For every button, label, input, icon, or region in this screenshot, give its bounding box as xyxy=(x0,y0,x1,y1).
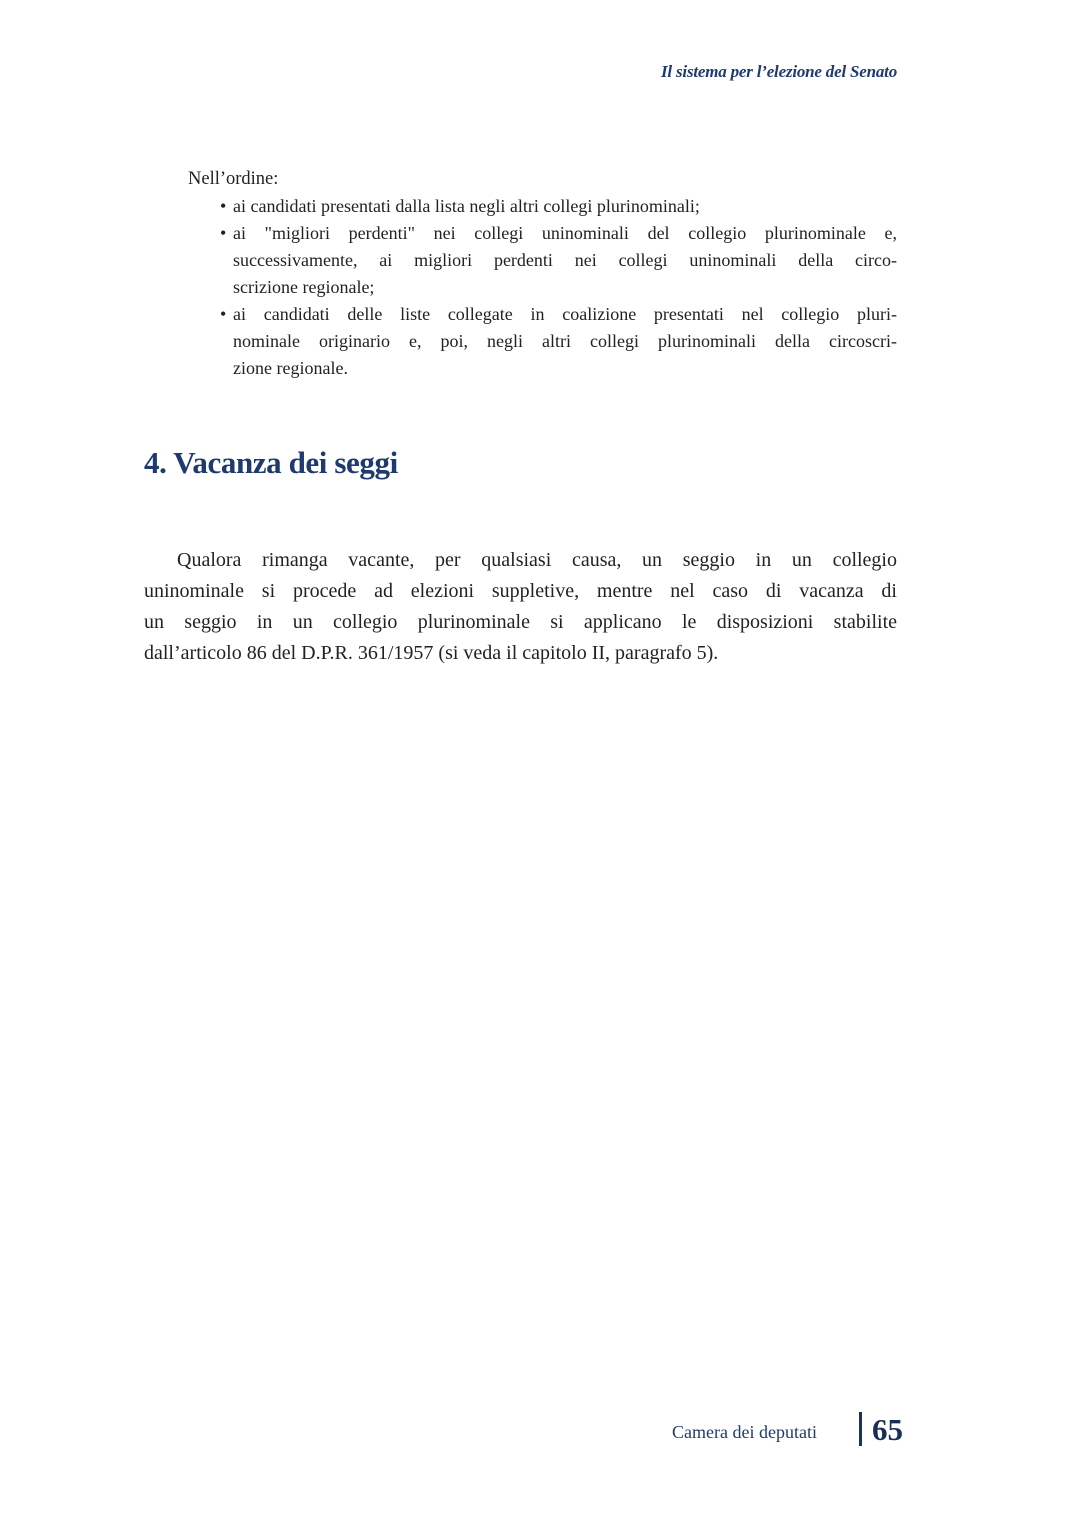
text-line: uninominale si procede ad elezioni suppletive, mentre nel caso di vacanza di xyxy=(144,580,897,602)
text-line: ai "migliori perdenti" nei collegi uninominali del collegio plurinominale e, xyxy=(233,223,897,243)
bullet-item xyxy=(144,220,897,301)
text-line: un seggio in un collegio plurinominale si applicano le disposizioni stabilite xyxy=(144,611,897,633)
bullet-marker: • xyxy=(220,196,227,216)
bullet-marker: • xyxy=(220,223,227,243)
text-line: nominale originario e, poi, negli altri collegi plurinominali della circoscri- xyxy=(233,331,897,351)
running-header: Il sistema per l’elezione del Senato xyxy=(661,62,897,81)
footer-publisher: Camera dei deputati xyxy=(672,1422,817,1442)
bullet-text xyxy=(233,220,897,301)
page-number: 65 xyxy=(872,1412,903,1447)
bullet-marker: • xyxy=(220,304,227,324)
text-line: successivamente, ai migliori perdenti nei collegi uninominali della circo- xyxy=(233,250,897,270)
bullet-item xyxy=(144,301,897,382)
bullet-list xyxy=(144,193,897,382)
list-intro: Nell’ordine: xyxy=(188,169,279,189)
bullet-item xyxy=(144,193,897,220)
section-heading: 4. Vacanza dei seggi xyxy=(144,445,398,480)
text-line: scrizione regionale; xyxy=(233,277,375,297)
text-line: Qualora rimanga vacante, per qualsiasi causa, un seggio in un collegio xyxy=(177,549,897,571)
page-footer xyxy=(672,1412,903,1446)
text-line: ai candidati delle liste collegate in coalizione presentati nel collegio pluri- xyxy=(233,304,897,324)
bullet-text xyxy=(233,301,897,382)
text-line: zione regionale. xyxy=(233,358,348,378)
text-line: dall’articolo 86 del D.P.R. 361/1957 (si veda il capitolo II, paragrafo 5). xyxy=(144,642,719,664)
bullet-text xyxy=(233,193,897,220)
text-line: ai candidati presentati dalla lista negli altri collegi plurinominali; xyxy=(233,196,700,216)
footer-divider xyxy=(859,1412,862,1446)
body-paragraph xyxy=(144,545,897,669)
